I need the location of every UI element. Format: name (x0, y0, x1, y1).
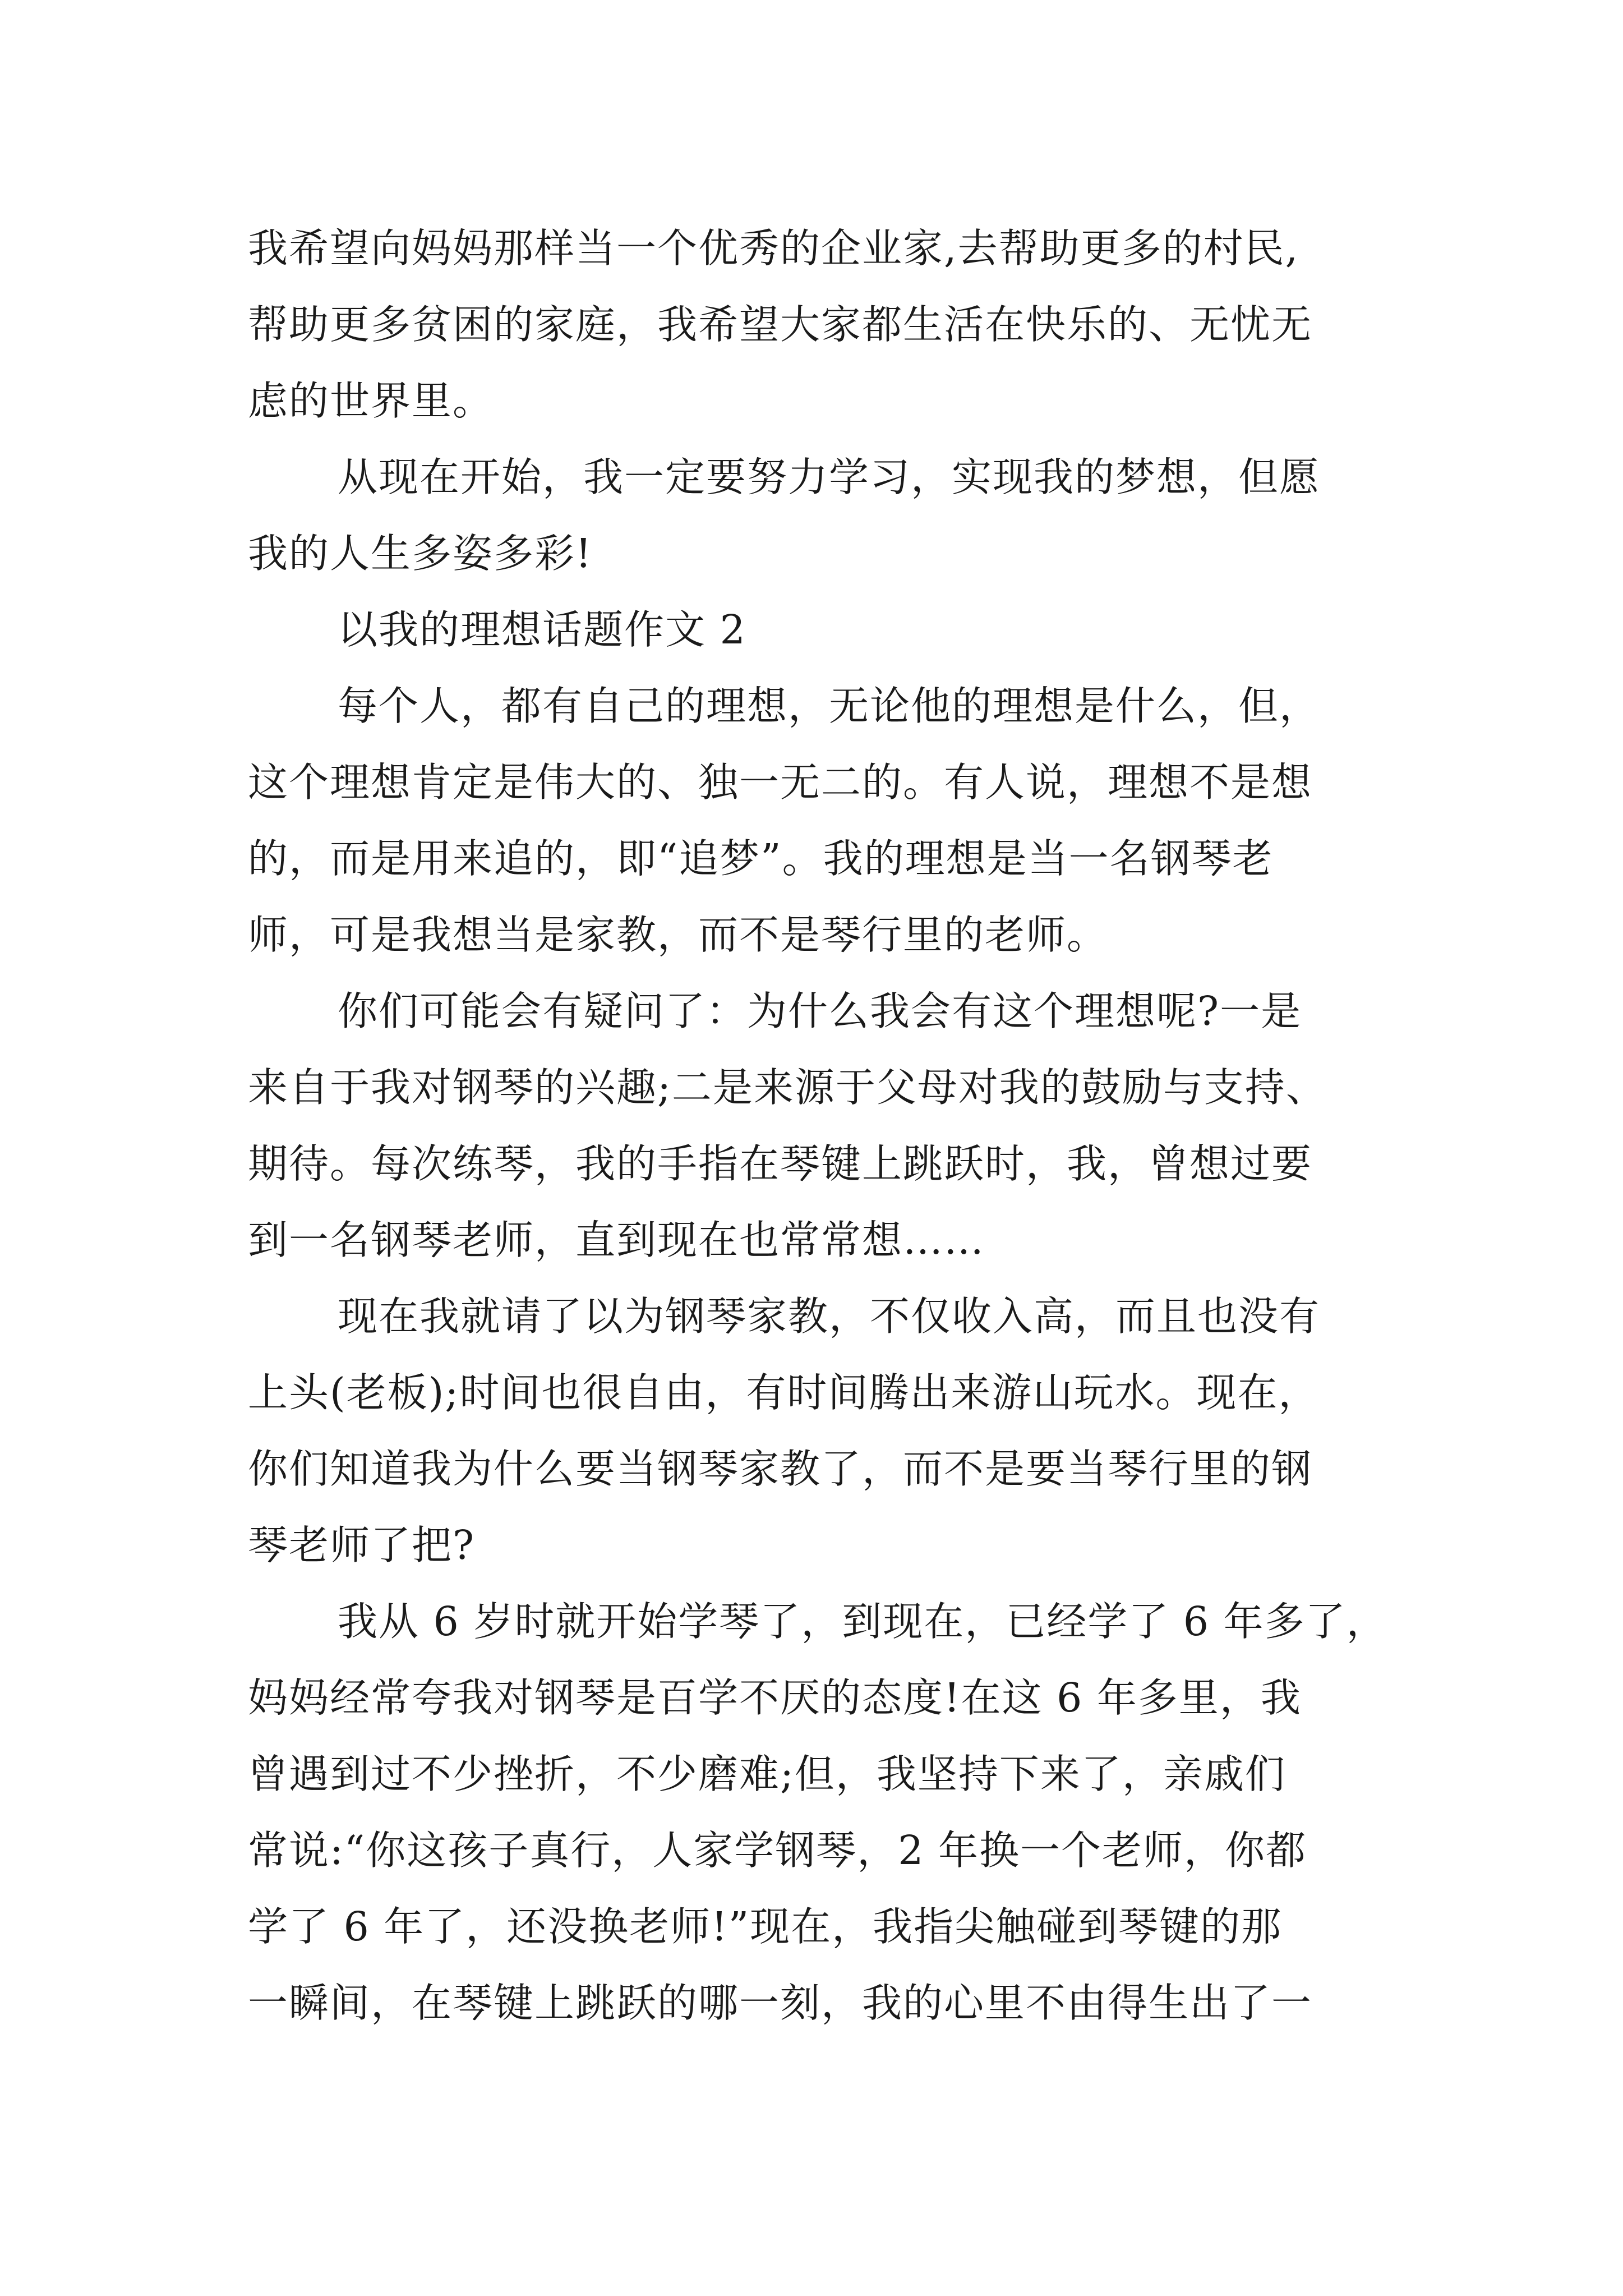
section-heading: 以我的理想话题作文 2 (338, 606, 746, 653)
text-line: 妈妈经常夸我对钢琴是百学不厌的态度!在这 6 年多里，我 (248, 1674, 1302, 1721)
text-line: 师，可是我想当是家教，而不是琴行里的老师。 (248, 912, 1108, 958)
text-line: 我希望向妈妈那样当一个优秀的企业家,去帮助更多的村民, (248, 225, 1299, 272)
text-line: 每个人，都有自己的理想，无论他的理想是什么，但， (338, 683, 1321, 729)
text-line: 你们可能会有疑问了：为什么我会有这个理想呢?一是 (338, 988, 1302, 1034)
text-line: 常说:“你这孩子真行，人家学钢琴，2 年换一个老师，你都 (248, 1827, 1307, 1874)
text-line: 琴老师了把? (248, 1522, 476, 1568)
text-line: 一瞬间，在琴键上跳跃的哪一刻，我的心里不由得生出了一 (248, 1980, 1313, 2026)
text-line: 从现在开始，我一定要努力学习，实现我的梦想，但愿 (338, 454, 1321, 500)
text-line: 来自于我对钢琴的兴趣;二是来源于父母对我的鼓励与支持、 (248, 1064, 1327, 1111)
text-line: 这个理想肯定是伟大的、独一无二的。有人说，理想不是想 (248, 759, 1313, 806)
text-line: 上头(老板);时间也很自由，有时间腾出来游山玩水。现在， (248, 1369, 1320, 1416)
text-line: 我的人生多姿多彩! (248, 530, 593, 577)
text-line: 到一名钢琴老师，直到现在也常常想…… (248, 1217, 985, 1263)
text-line: 学了 6 年了，还没换老师!”现在，我指尖触碰到琴键的那 (248, 1903, 1283, 1950)
text-line: 我从 6 岁时就开始学琴了，到现在，已经学了 6 年多了， (338, 1598, 1387, 1645)
text-line: 你们知道我为什么要当钢琴家教了，而不是要当琴行里的钢 (248, 1446, 1313, 1492)
text-line: 期待。每次练琴，我的手指在琴键上跳跃时，我，曾想过要 (248, 1140, 1313, 1187)
text-line: 曾遇到过不少挫折，不少磨难;但，我坚持下来了，亲戚们 (248, 1751, 1286, 1797)
text-line: 的，而是用来追的，即“追梦”。我的理想是当一名钢琴老 (248, 835, 1274, 882)
text-line: 虑的世界里。 (248, 378, 494, 424)
text-line: 现在我就请了以为钢琴家教，不仅收入高，而且也没有 (338, 1293, 1321, 1340)
text-line: 帮助更多贫困的家庭，我希望大家都生活在快乐的、无忧无 (248, 301, 1313, 348)
